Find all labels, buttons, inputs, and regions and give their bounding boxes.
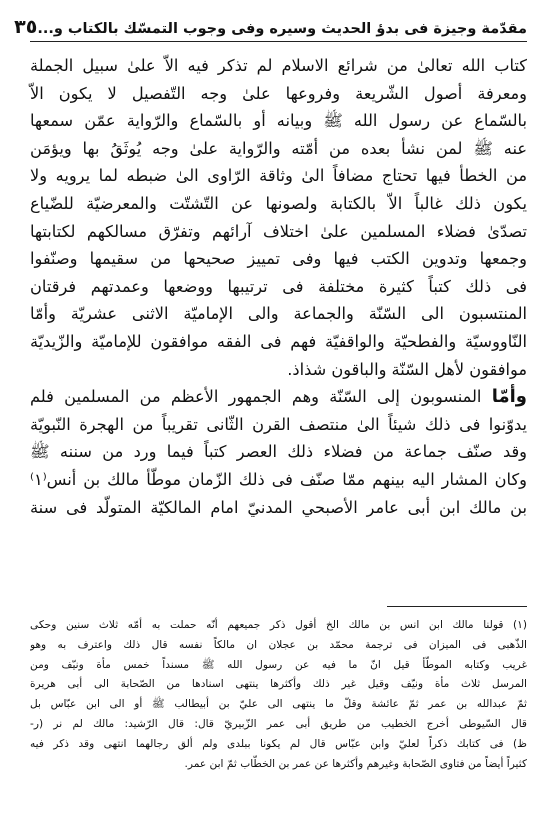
header-title: مقدّمة وجيزة فى بدؤ الحديث وسيره وفى وجوب التمسّك بالكتاب و...	[37, 20, 527, 37]
text-line: فى ذلك كتباً كثيرة مختلفة فى ترتيبها ووضعها وعمدتهم فرقتان	[30, 276, 527, 296]
text-line-rest: المنسوبون إلى السّنّة وهم الجمهور الأعظم من المسلمين فلم	[30, 387, 492, 407]
text-line: بالسّماع عن رسول الله ﷺ وبيانه أو بالسّماع والرّواية عمّن سمعها	[30, 111, 527, 131]
text-line: من الخطأ فيها تحتاج مضافاً الىٰ وثاقة الرّاوى الىٰ ضبطه لما يرويه ولا	[30, 166, 527, 186]
footnote-line: الذّهبى فى الميزان فى ترجمة محمّد بن عجلان ان مالكاً نفسه قال ذلك واعترف به وهو	[30, 638, 527, 651]
text-line: وكان المشار اليه بينهم ممّا صنّف فى ذلك الزّمان موطّأ مالك بن أنس⁽١⁾	[30, 469, 527, 489]
footnote-line: غريب وكتابه الموطّأ قيل انّ ما فيه عن رسول الله ﷺ مسنداً خمس مأة ونيّف ومن	[30, 658, 527, 671]
paragraph-lead-word: وأمّا	[491, 386, 527, 408]
footnotes	[30, 616, 527, 774]
footnote-line: المرسل ثلاث مأة ونيّف وقيل غير ذلك وأكثرها ينتهى اسنادها من الصّحابة الى أبى هريرة	[30, 678, 527, 691]
text-line: المنتسبون الى السّنّة والجماعة والى الإماميّة الاثنى عشريّة وأمّا	[30, 304, 527, 324]
footnote-divider	[387, 606, 527, 607]
text-line: وقد صنّف جماعة من فضلاء ذلك العصر كتباً فيما ورد من سننه ﷺ	[30, 442, 527, 462]
text-line: ومعرفة أصول الشّريعة وفروعها علىٰ وجه التّفصيل لا يكون الاّ	[30, 83, 527, 103]
text-line: يكون ذلك غالباً الاّ بالكتابة ولصونها عن التّشتّت والمعرضيّة للضّياع	[30, 193, 527, 213]
book-page	[14, 10, 527, 820]
page-number: ٣٥	[14, 16, 38, 39]
paragraph-2	[30, 383, 527, 521]
text-line: بن مالك ابن أبى عامر الأصبحي المدنيّ امام المالكيّة المتولّد فى سنة	[30, 497, 527, 517]
text-line-lead	[30, 383, 527, 411]
running-header	[14, 10, 527, 42]
text-line: وجمعها وتدوين الكتب فيها وفى تمييز صحيحها من سقيمها وصنّفوا	[30, 249, 527, 269]
paragraph-1	[30, 52, 527, 383]
text-line: النّاووسيّة والفطحيّة والواقفيّة فهم فى الفقه موافقون للإماميّة والزّيديّة	[30, 331, 527, 351]
text-line: تصدّىٰ فضلاء المسلمين علىٰ اختلاف آرائهم وتفرّق مسالكهم لكتابتها	[30, 221, 527, 241]
footnote-line: ظ) فى كتابك ذكراً لعليّ وابن عبّاس قال لم يكونا ببلدى ولم ألق رجالهما انتهى وقد ذكر فيه	[30, 737, 527, 750]
text-line: يدوّنوا فى ذلك شيئاً الىٰ منتصف القرن الثّانى تقريباً من الهجرة النّبويّة	[30, 414, 527, 434]
text-line: موافقون لأهل السّنّة والباقون شذاذ.	[287, 359, 527, 379]
text-line: كتاب الله تعالىٰ من شرائع الاسلام لم تذكر فيه الاّ علىٰ سبيل الجملة	[30, 56, 527, 75]
text-line: عنه ﷺ لمن نشأ بعده من أمّته والرّواية علىٰ وجه يُوثَقُ بها ويؤمَن	[30, 138, 527, 158]
footnote-line: قال السّيوطى أخرج الخطيب من طريق أبى عمر الزّبيريّ قال: قال الرّشيد: مالك لم نر (ر-	[30, 717, 527, 730]
footnote-line: كثيراً أيضاً من فتاوى الصّحابة وغيرهم وأكثرها عن عمر بن الخطّاب ثمّ ابن عمر.	[184, 757, 527, 770]
footnote-line: (١) قولنا مالك ابن انس بن مالك الخ أقول ذكر جميعهم أنّه حملت به أمّه ثلاث سنين وحكى	[30, 619, 527, 631]
footnote-line: ثمّ عبدالله بن عمر ثمّ عائشة وقلّ ما ينتهى الى عليّ بن أبيطالب ﷺ أو الى ابن عبّاس بل	[30, 698, 527, 711]
main-text	[30, 52, 527, 521]
